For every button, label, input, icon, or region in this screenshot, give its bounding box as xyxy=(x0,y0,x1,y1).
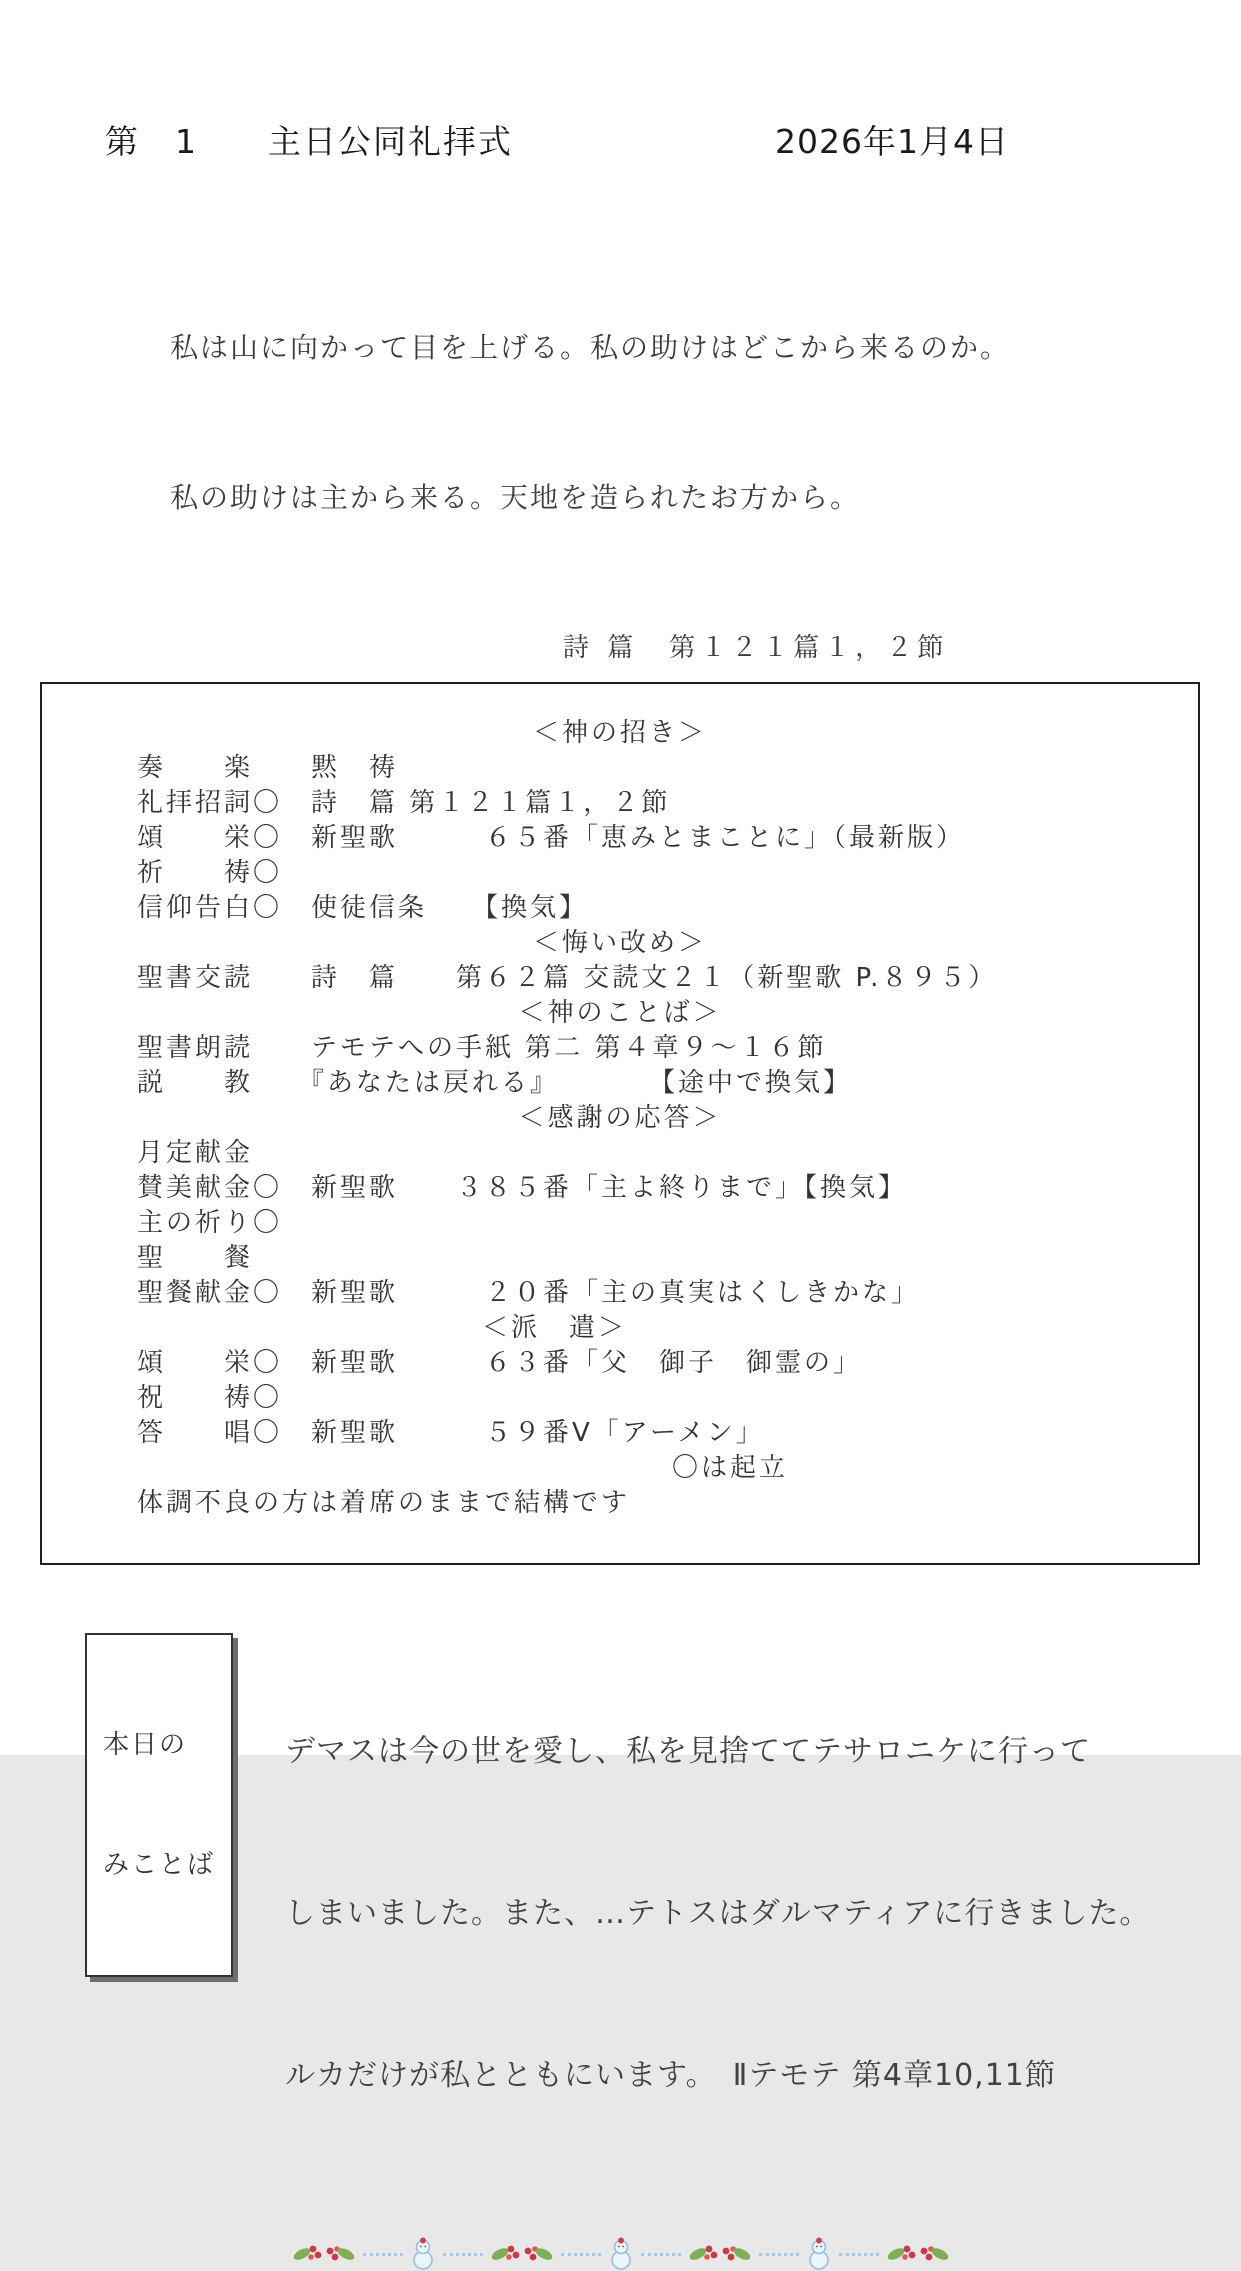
scripture-quote xyxy=(170,223,1241,623)
todays-word-label-line: みことば xyxy=(103,1850,216,1880)
dotted-line xyxy=(641,2253,681,2256)
page-title: 第 1 主日公同礼拝式 xyxy=(105,122,513,161)
verse-text-line-1: デマスは今の世を愛し、私を見捨ててテサロニケに行って xyxy=(285,1734,1092,1769)
dotted-line xyxy=(839,2253,879,2256)
header xyxy=(0,0,1241,163)
service-order-line: 賛美献金〇 新聖歌 ３８５番「主よ終りまで」【換気】 xyxy=(137,1173,908,1203)
dotted-line xyxy=(443,2253,483,2256)
service-order-line: 頌 栄〇 新聖歌 ６５番「恵みとまことに」（最新版） xyxy=(137,823,966,853)
service-order-line: ＜感謝の応答＞ xyxy=(518,1103,722,1133)
holly-icon xyxy=(490,2239,554,2269)
service-order-line: 奏 楽 黙 祷 xyxy=(137,753,399,783)
snowman-icon xyxy=(410,2237,436,2271)
service-order-line: 礼拝招詞〇 詩 篇 第１２１篇１，２節 xyxy=(137,788,671,818)
service-order-line: 〇は起立 xyxy=(672,1453,789,1483)
todays-word-text xyxy=(285,1617,1150,2211)
service-order-line: ＜神の招き＞ xyxy=(532,718,707,748)
verse-text-line-3: ルカだけが私とともにいます。 Ⅱテモテ 第4章10,11節 xyxy=(285,2058,1056,2093)
service-order-line: ＜悔い改め＞ xyxy=(532,928,707,958)
verse-text-line-2: しまいました。また、…テトスはダルマティアに行きました。 xyxy=(285,1896,1151,1931)
quote-reference: 詩 篇 第１２１篇１，２節 xyxy=(563,633,949,663)
service-order-line: 答 唱〇 新聖歌 ５９番Ⅴ「アーメン」 xyxy=(137,1418,765,1448)
todays-word-label-box xyxy=(85,1633,233,1977)
service-order-line: 信仰告白〇 使徒信条 【換気】 xyxy=(137,893,589,923)
service-order-line: 祝 祷〇 xyxy=(137,1383,283,1413)
holly-icon xyxy=(688,2239,752,2269)
snowman-icon xyxy=(608,2237,634,2271)
service-order-line: 聖 餐 xyxy=(137,1243,254,1273)
dotted-line xyxy=(561,2253,601,2256)
dotted-line xyxy=(363,2253,403,2256)
snowman-icon xyxy=(806,2237,832,2271)
holly-icon xyxy=(886,2239,950,2269)
dotted-line xyxy=(759,2253,799,2256)
holly-icon xyxy=(292,2239,356,2269)
todays-word-section xyxy=(85,1617,1241,2211)
footer-decoration xyxy=(0,2237,1241,2271)
service-order-line: 聖書朗読 テモテへの手紙 第二 第４章９～１６節 xyxy=(137,1033,827,1063)
service-order-line: 体調不良の方は着席のままで結構です xyxy=(137,1488,631,1518)
service-order-box xyxy=(40,682,1200,1565)
service-order-line: 祈 祷〇 xyxy=(137,858,283,888)
service-order-line: 説 教 『あなたは戻れる』 【途中で換気】 xyxy=(137,1068,853,1098)
service-order-line: 月定献金 xyxy=(137,1138,254,1168)
quote-line-2: 私の助けは主から来る。天地を造られたお方から。 xyxy=(170,481,861,514)
service-order-line: 主の祈り〇 xyxy=(137,1208,283,1238)
service-order-line: ＜派 遣＞ xyxy=(482,1313,628,1343)
service-order-line: 聖書交読 詩 篇 第６２篇 交読文２１（新聖歌 P.８９５） xyxy=(137,963,998,993)
service-order-line: ＜神のことば＞ xyxy=(518,998,722,1028)
service-order-line: 聖餐献金〇 新聖歌 ２０番「主の真実はくしきかな」 xyxy=(137,1278,921,1308)
service-order-line: 頌 栄〇 新聖歌 ６３番「父 御子 御霊の」 xyxy=(137,1348,863,1378)
quote-line-1: 私は山に向かって目を上げる。私の助けはどこから来るのか。 xyxy=(170,331,1011,364)
todays-word-label-line: 本日の xyxy=(103,1730,188,1760)
service-date: 2026年1月4日 xyxy=(775,122,1009,161)
